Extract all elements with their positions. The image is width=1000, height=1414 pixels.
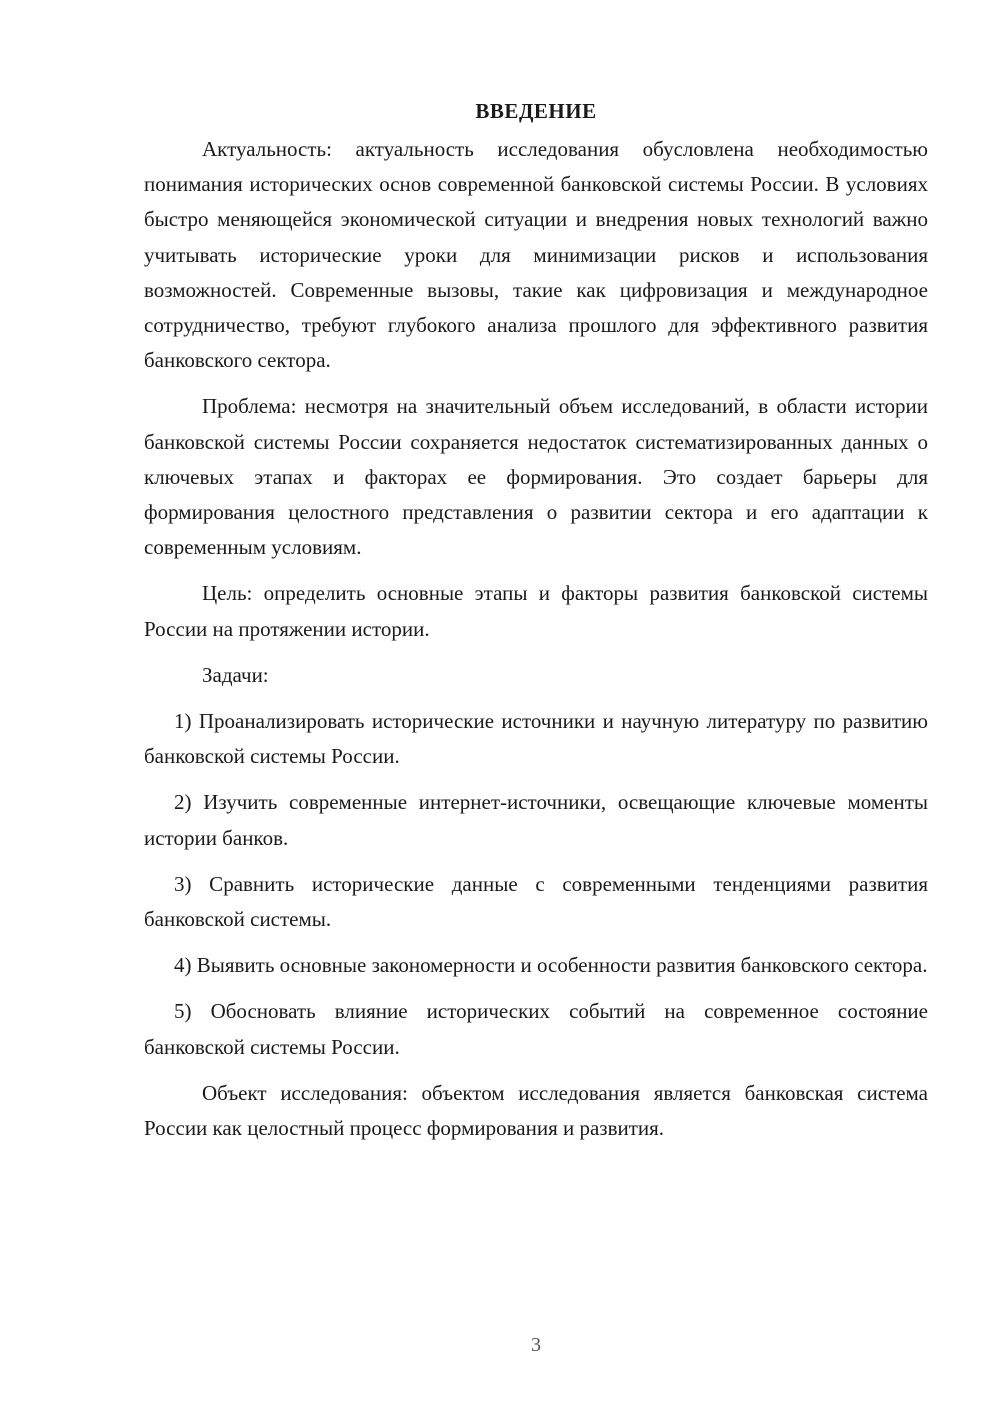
task-item-5: 5) Обосновать влияние исторических событий на современное состояние банковской системы России. <box>144 999 928 1059</box>
task-item-4: 4) Выявить основные закономерности и особенности развития банковского сектора. <box>174 953 928 978</box>
page-body <box>144 96 928 1157</box>
page-number: 3 <box>531 1334 541 1356</box>
problem-paragraph: Проблема: несмотря на значительный объем исследований, в области истории банковской системы России сохраняется недостаток систематизированных данных о ключевых этапах и факторах ее формирования. Это создает барьеры для формирования целостного представления о развитии сектора и его адаптации к современным условиям. <box>144 394 928 560</box>
tasks-heading: Задачи: <box>202 662 269 687</box>
task-item-1: 1) Проанализировать исторические источники и научную литературу по развитию банковской системы России. <box>144 709 928 769</box>
task-item-2: 2) Изучить современные интернет-источники, освещающие ключевые моменты истории банков. <box>144 790 928 850</box>
goal-paragraph: Цель: определить основные этапы и факторы развития банковской системы России на протяжении истории. <box>144 581 928 641</box>
object-paragraph: Объект исследования: объектом исследования является банковская система России как целостный процесс формирования и развития. <box>144 1080 928 1141</box>
relevance-paragraph: Актуальность: актуальность исследования обусловлена необходимостью понимания исторических основ современной банковской системы России. В условиях быстро меняющейся экономической ситуации и внедрения новых технологий важно учитывать исторические уроки для минимизации рисков и использования возможностей. Современные вызовы, такие как цифровизация и международное сотрудничество, требуют глубокого анализа прошлого для эффективного развития банковского сектора. <box>144 137 928 373</box>
task-item-3: 3) Сравнить исторические данные с современными тенденциями развития банковской системы. <box>144 871 928 932</box>
section-title: ВВЕДЕНИЕ <box>475 99 597 123</box>
